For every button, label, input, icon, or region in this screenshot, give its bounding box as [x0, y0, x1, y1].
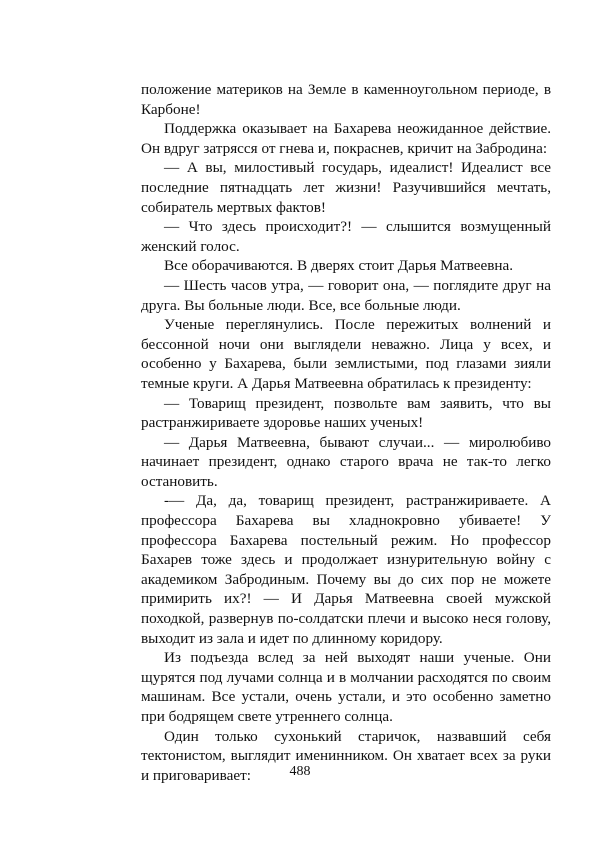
- paragraph-dialogue: — Что здесь происходит?! — слышится возмущенный женский голос.: [141, 218, 551, 255]
- paragraph-dialogue: — Шесть часов утра, — говорит она, — поглядите друг на друга. Вы больные люди. Все, все больные люди.: [141, 276, 551, 314]
- paragraph: Все оборачиваются. В дверях стоит Дарья Матвеевна.: [164, 257, 514, 275]
- paragraph-continuation: положение материков на Земле в каменноугольном периоде, в Карбоне!: [141, 81, 551, 118]
- paragraph-dialogue: — А вы, милостивый государь, идеалист! Идеалист все последние пятнадцать лет жизни! Разучившийся мечтать, собиратель мертвых фактов!: [141, 159, 551, 216]
- paragraph: Из подъезда вслед за ней выходят наши ученые. Они щурятся под лучами солнца и в молчании расходятся по своим машинам. Все устали, очень устали, и это особенно заметно при бодрящем свете утреннего солнца.: [141, 649, 551, 725]
- paragraph: Один только сухонький старичок, назвавший себя тектонистом, выглядит именинником. Он хватает всех за руки и приговаривает:: [141, 727, 551, 784]
- paragraph: Поддержка оказывает на Бахарева неожиданное действие. Он вдруг затрясся от гнева и, покраснев, кричит на Забродина:: [141, 120, 551, 157]
- paragraph-dialogue: -— Да, да, товарищ президент, растранжириваете. А профессора Бахарева вы хладнокровно убиваете! У профессора Бахарева постельный режим. Но профессор Бахарев тоже здесь и продолжает изнурительную войну с академиком Забродиным. Почему вы до сих пор не можете примирить их?! — И Дарья Матвеевна своей мужской походкой, развернув по-солдатски плечи и высоко неся голову, выходит из зала и идет по длинному коридору.: [141, 492, 551, 647]
- page-body-text: [141, 80, 551, 785]
- page-number: 488: [289, 764, 311, 779]
- paragraph-dialogue: — Дарья Матвеевна, бывают случаи... — миролюбиво начинает президент, однако старого врача не так-то легко остановить.: [141, 433, 551, 490]
- paragraph-dialogue: — Товарищ президент, позвольте вам заявить, что вы растранжириваете здоровье наших ученых!: [141, 394, 551, 432]
- paragraph: Ученые переглянулись. После пережитых волнений и бессонной ночи они выглядели неважно. Лица у всех, и особенно у Бахарева, были землистыми, под глазами зияли темные круги. А Дарья Матвеевна обратилась к президенту:: [141, 316, 551, 392]
